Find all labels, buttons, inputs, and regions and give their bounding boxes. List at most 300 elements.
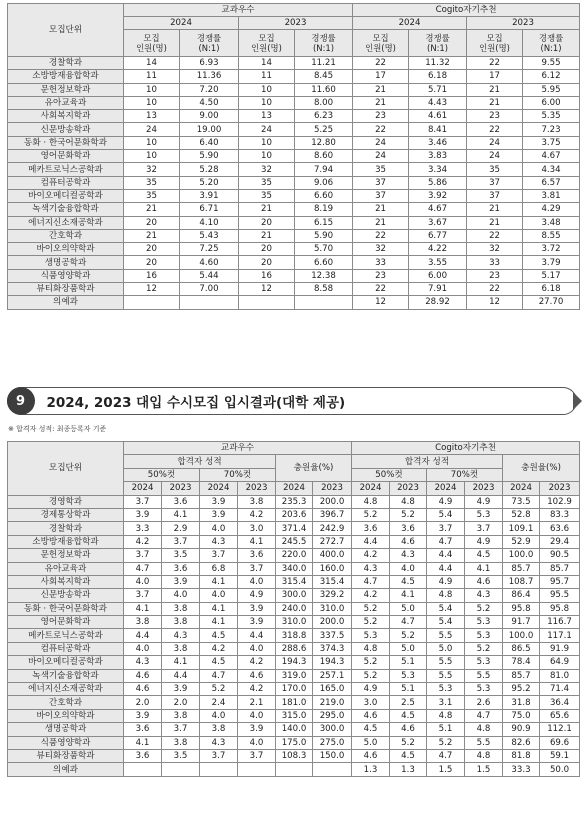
table-cell: 4.6 [124, 683, 162, 696]
table-cell: 4.3 [352, 562, 390, 575]
table-cell: 78.4 [503, 656, 540, 669]
table-cell: 5.0 [427, 642, 465, 655]
table-cell: 21 [124, 203, 180, 216]
table-cell: 4.9 [465, 495, 503, 508]
table-cell: 5.4 [427, 616, 465, 629]
table-cell: 4.5 [200, 656, 238, 669]
table-cell: 11 [124, 70, 180, 83]
table-row [8, 549, 580, 562]
table-cell: 2.9 [162, 522, 200, 535]
header-cut-70: 70%컷 [427, 468, 503, 481]
table-cell: 73.5 [503, 495, 540, 508]
table-cell: 396.7 [313, 508, 352, 521]
table-cell: 3.7 [427, 522, 465, 535]
table-row [8, 216, 580, 229]
row-label: 소방방재융합학과 [8, 535, 124, 548]
header-cut-50: 50%컷 [352, 468, 427, 481]
table-cell: 21 [353, 203, 409, 216]
table-cell: 3.9 [238, 602, 276, 615]
table-cell: 319.0 [276, 669, 313, 682]
table-cell: 3.8 [162, 602, 200, 615]
table-cell: 4.7 [390, 616, 427, 629]
table-cell: 194.3 [276, 656, 313, 669]
table-cell: 3.7 [124, 589, 162, 602]
row-label: 사회복지학과 [8, 110, 124, 123]
table-cell: 8.55 [523, 229, 580, 242]
table-cell: 2.0 [162, 696, 200, 709]
header-group-gyogwa: 교과우수 [124, 4, 353, 17]
competition-ratio-table [7, 3, 580, 310]
table-cell: 194.3 [313, 656, 352, 669]
table-cell: 22 [353, 57, 409, 70]
header-fill-rate: 충원율(%) [276, 455, 352, 482]
table-cell: 3.9 [162, 683, 200, 696]
header-year-2024: 2024 [353, 17, 467, 30]
row-label: 녹색기술융합학과 [8, 669, 124, 682]
table-cell: 4.3 [200, 535, 238, 548]
table-cell: 3.5 [162, 549, 200, 562]
table-cell: 4.3 [162, 629, 200, 642]
table-cell: 22 [353, 123, 409, 136]
table-row [8, 723, 580, 736]
table-cell: 24 [124, 123, 180, 136]
table-cell: 5.5 [427, 629, 465, 642]
table-row [8, 243, 580, 256]
table-cell: 4.5 [200, 629, 238, 642]
table-cell: 3.92 [409, 189, 467, 202]
table-cell: 337.5 [313, 629, 352, 642]
row-label: 신문방송학과 [8, 123, 124, 136]
table-cell: 5.4 [427, 602, 465, 615]
table-cell: 4.5 [390, 709, 427, 722]
table-cell [239, 296, 295, 309]
table-cell: 22 [353, 229, 409, 242]
row-label: 바이오메디컬공학과 [8, 656, 124, 669]
table-row [8, 763, 580, 776]
table-cell: 3.9 [238, 723, 276, 736]
table-cell: 35 [239, 176, 295, 189]
table-cell: 2.6 [465, 696, 503, 709]
table-cell: 4.4 [162, 669, 200, 682]
table-cell: 5.2 [390, 736, 427, 749]
table-cell: 5.3 [352, 629, 390, 642]
row-label: 동화 · 한국어문화학과 [8, 602, 124, 615]
table-cell: 4.8 [352, 642, 390, 655]
table-cell: 35 [239, 189, 295, 202]
table-cell: 4.43 [409, 96, 467, 109]
table-cell: 21 [353, 96, 409, 109]
table-cell: 21 [239, 203, 295, 216]
table-cell: 33.3 [503, 763, 540, 776]
table-cell: 24 [239, 123, 295, 136]
table-cell: 21 [467, 96, 523, 109]
table-cell: 7.20 [180, 83, 239, 96]
table-cell: 35 [353, 163, 409, 176]
table-cell: 3.7 [238, 749, 276, 762]
table-cell: 3.6 [162, 562, 200, 575]
table-cell: 85.7 [503, 669, 540, 682]
table-row [8, 176, 580, 189]
table-cell: 22 [467, 283, 523, 296]
table-cell: 4.0 [200, 522, 238, 535]
table-cell: 3.83 [409, 150, 467, 163]
table-cell: 22 [353, 283, 409, 296]
table-cell: 12 [353, 296, 409, 309]
table-row [8, 96, 580, 109]
table-cell: 3.55 [409, 256, 467, 269]
table-cell: 11 [239, 70, 295, 83]
table-row [8, 589, 580, 602]
row-label: 신문방송학과 [8, 589, 124, 602]
table-cell: 3.6 [238, 549, 276, 562]
table-cell: 109.1 [503, 522, 540, 535]
table-cell: 4.2 [352, 589, 390, 602]
table-cell: 86.4 [503, 589, 540, 602]
table-cell: 3.48 [523, 216, 580, 229]
table-cell: 3.72 [523, 243, 580, 256]
row-label: 경찰학과 [8, 522, 124, 535]
table-row [8, 123, 580, 136]
table-cell: 8.60 [295, 150, 353, 163]
table-cell: 4.1 [465, 562, 503, 575]
header-ratio: 경쟁률 (N:1) [180, 30, 239, 57]
row-label: 뷰티화장품학과 [8, 283, 124, 296]
table-cell: 4.8 [465, 749, 503, 762]
table-cell: 5.2 [352, 669, 390, 682]
table-cell: 12.38 [295, 269, 353, 282]
table-cell: 272.7 [313, 535, 352, 548]
table-cell: 6.57 [523, 176, 580, 189]
table-cell: 75.0 [503, 709, 540, 722]
table-cell: 4.2 [238, 683, 276, 696]
table-cell: 5.0 [390, 642, 427, 655]
table-cell: 95.8 [503, 602, 540, 615]
table-cell: 4.1 [238, 535, 276, 548]
table-cell: 3.6 [124, 749, 162, 762]
table-cell: 5.0 [352, 736, 390, 749]
header-year-2023: 2023 [467, 17, 580, 30]
table-cell: 170.0 [276, 683, 313, 696]
header-year-2024: 2024 [200, 482, 238, 495]
header-unit: 모집단위 [8, 4, 124, 57]
table-cell: 14 [124, 57, 180, 70]
admission-results-table [7, 441, 580, 777]
header-group-cogito: Cogito자기추천 [352, 442, 580, 455]
header-quota: 모집 인원(명) [239, 30, 295, 57]
table-cell: 32 [124, 163, 180, 176]
table-cell: 288.6 [276, 642, 313, 655]
table-cell: 82.6 [503, 736, 540, 749]
table-cell: 95.2 [503, 683, 540, 696]
table-cell: 200.0 [313, 495, 352, 508]
table-cell: 13 [239, 110, 295, 123]
table-cell: 10 [239, 150, 295, 163]
table-row [8, 296, 580, 309]
table-cell: 10 [239, 136, 295, 149]
table-row [8, 83, 580, 96]
table-cell: 6.40 [180, 136, 239, 149]
table-cell: 4.2 [124, 535, 162, 548]
table-cell: 37 [467, 176, 523, 189]
table-cell: 5.1 [427, 723, 465, 736]
table-cell: 175.0 [276, 736, 313, 749]
table-cell: 4.1 [200, 575, 238, 588]
table-cell: 8.58 [295, 283, 353, 296]
table-cell: 16 [239, 269, 295, 282]
header-year-2023: 2023 [540, 482, 580, 495]
table-cell: 8.19 [295, 203, 353, 216]
table-cell: 6.18 [523, 283, 580, 296]
table-cell: 13 [124, 110, 180, 123]
table-cell: 3.75 [523, 136, 580, 149]
header-year-2023: 2023 [465, 482, 503, 495]
table-cell [124, 763, 162, 776]
table-cell: 4.6 [390, 535, 427, 548]
table-cell: 371.4 [276, 522, 313, 535]
row-label: 컴퓨터공학과 [8, 642, 124, 655]
table-cell: 5.3 [390, 669, 427, 682]
table-cell: 374.3 [313, 642, 352, 655]
header-quota: 모집 인원(명) [353, 30, 409, 57]
row-label: 유아교육과 [8, 562, 124, 575]
table-cell: 12 [239, 283, 295, 296]
table-cell: 4.6 [390, 723, 427, 736]
table-row [8, 150, 580, 163]
header-year-2023: 2023 [313, 482, 352, 495]
table-cell: 4.2 [200, 642, 238, 655]
table-cell: 5.71 [409, 83, 467, 96]
table-cell: 21 [467, 83, 523, 96]
row-label: 생명공학과 [8, 723, 124, 736]
table-cell: 5.1 [390, 683, 427, 696]
table-cell: 4.8 [390, 495, 427, 508]
table-cell: 4.8 [427, 589, 465, 602]
table-row [8, 283, 580, 296]
table-cell: 11.60 [295, 83, 353, 96]
header-unit: 모집단위 [8, 442, 124, 496]
table-cell: 35 [124, 176, 180, 189]
table-cell: 4.34 [523, 163, 580, 176]
table-cell: 6.23 [295, 110, 353, 123]
table-cell: 3.46 [409, 136, 467, 149]
table-cell: 20 [124, 216, 180, 229]
table-cell: 37 [353, 176, 409, 189]
header-score: 합격자 성적 [352, 455, 503, 468]
header-ratio: 경쟁률 (N:1) [295, 30, 353, 57]
table-cell: 6.00 [409, 269, 467, 282]
table-cell: 16 [124, 269, 180, 282]
table-cell: 64.9 [540, 656, 580, 669]
table-cell: 1.5 [465, 763, 503, 776]
table-cell: 340.0 [276, 562, 313, 575]
table-cell: 5.28 [180, 163, 239, 176]
table-cell: 4.5 [390, 749, 427, 762]
table-cell: 3.9 [124, 709, 162, 722]
table-row [8, 522, 580, 535]
table-row [8, 669, 580, 682]
table-cell: 21 [353, 83, 409, 96]
table-cell: 10 [124, 150, 180, 163]
table-row [8, 163, 580, 176]
table-cell: 23 [353, 110, 409, 123]
table-row [8, 709, 580, 722]
table-cell: 6.15 [295, 216, 353, 229]
row-label: 에너지신소재공학과 [8, 216, 124, 229]
table-cell: 140.0 [276, 723, 313, 736]
table-cell: 5.3 [465, 629, 503, 642]
table-cell: 20 [239, 256, 295, 269]
table-cell: 4.5 [390, 575, 427, 588]
table-row [8, 269, 580, 282]
table-cell: 8.45 [295, 70, 353, 83]
table-cell: 4.4 [427, 562, 465, 575]
table-cell: 3.7 [465, 522, 503, 535]
table-cell: 69.6 [540, 736, 580, 749]
header-year-2024: 2024 [503, 482, 540, 495]
table-cell: 5.95 [523, 83, 580, 96]
table-cell: 4.4 [352, 535, 390, 548]
table-cell: 1.3 [390, 763, 427, 776]
table-cell: 6.77 [409, 229, 467, 242]
table-cell: 95.5 [540, 589, 580, 602]
table-cell: 85.7 [540, 562, 580, 575]
table-cell: 3.8 [162, 616, 200, 629]
table-cell: 1.5 [427, 763, 465, 776]
table-cell: 3.5 [162, 749, 200, 762]
table-cell: 4.1 [162, 508, 200, 521]
table-cell: 32 [239, 163, 295, 176]
table-cell: 4.3 [200, 736, 238, 749]
table-cell: 310.0 [313, 602, 352, 615]
row-label: 동화 · 한국어문화학과 [8, 136, 124, 149]
table-cell: 11.32 [409, 57, 467, 70]
table-cell: 32 [353, 243, 409, 256]
table-cell: 36.4 [540, 696, 580, 709]
table-cell [238, 763, 276, 776]
table-cell: 10 [124, 96, 180, 109]
row-label: 간호학과 [8, 696, 124, 709]
table-cell: 242.9 [313, 522, 352, 535]
table-cell: 4.6 [124, 669, 162, 682]
table-cell: 4.3 [124, 656, 162, 669]
table-cell: 21 [124, 229, 180, 242]
table-cell: 52.9 [503, 535, 540, 548]
table-cell: 5.4 [427, 508, 465, 521]
table-cell: 4.60 [180, 256, 239, 269]
row-label: 문헌정보학과 [8, 83, 124, 96]
table-cell: 2.5 [390, 696, 427, 709]
table-row [8, 629, 580, 642]
table-cell: 23 [353, 269, 409, 282]
table-cell: 33 [467, 256, 523, 269]
table-cell: 5.2 [465, 602, 503, 615]
row-label: 식품영양학과 [8, 269, 124, 282]
header-year-2024: 2024 [124, 17, 239, 30]
row-label: 바이오의약학과 [8, 709, 124, 722]
table-row [8, 535, 580, 548]
section-header [7, 387, 577, 415]
table-cell: 5.2 [427, 736, 465, 749]
table-cell: 108.7 [503, 575, 540, 588]
table-cell: 4.0 [238, 709, 276, 722]
table-cell: 4.6 [352, 749, 390, 762]
table-row [8, 256, 580, 269]
table-cell: 3.8 [162, 736, 200, 749]
table-cell: 3.7 [238, 562, 276, 575]
table-cell: 3.91 [180, 189, 239, 202]
table-cell: 24 [467, 150, 523, 163]
table-cell: 3.8 [162, 709, 200, 722]
table-cell: 3.8 [162, 642, 200, 655]
table-row [8, 70, 580, 83]
table-cell: 91.7 [503, 616, 540, 629]
table-cell: 50.0 [540, 763, 580, 776]
table-cell: 20 [239, 243, 295, 256]
table-cell: 300.0 [313, 723, 352, 736]
table-cell: 4.0 [238, 642, 276, 655]
table-cell: 21 [239, 229, 295, 242]
table-cell: 3.3 [124, 522, 162, 535]
table-cell: 235.3 [276, 495, 313, 508]
table-cell: 52.8 [503, 508, 540, 521]
table-cell [162, 763, 200, 776]
table-cell: 21 [467, 203, 523, 216]
table-cell: 3.7 [162, 535, 200, 548]
table-cell: 5.2 [352, 656, 390, 669]
table-cell: 4.9 [352, 683, 390, 696]
table-cell: 24 [353, 136, 409, 149]
table-cell: 23 [467, 269, 523, 282]
table-cell: 22 [467, 229, 523, 242]
table-cell: 5.3 [465, 683, 503, 696]
table-cell: 4.6 [465, 575, 503, 588]
table-cell: 2.4 [200, 696, 238, 709]
row-label: 바이오메디컬공학과 [8, 189, 124, 202]
row-label: 식품영양학과 [8, 736, 124, 749]
table-cell: 5.2 [200, 683, 238, 696]
table-cell: 6.18 [409, 70, 467, 83]
table-cell: 3.0 [352, 696, 390, 709]
table-cell: 12.80 [295, 136, 353, 149]
table-cell: 7.94 [295, 163, 353, 176]
table-cell: 8.00 [295, 96, 353, 109]
row-label: 메카트로닉스공학과 [8, 629, 124, 642]
header-year-2024: 2024 [276, 482, 313, 495]
table-cell: 3.0 [238, 522, 276, 535]
table-cell: 17 [353, 70, 409, 83]
header-cut-70: 70%컷 [200, 468, 276, 481]
header-ratio: 경쟁률 (N:1) [523, 30, 580, 57]
table-cell: 329.2 [313, 589, 352, 602]
header-year-2024: 2024 [352, 482, 390, 495]
table-cell: 14 [239, 57, 295, 70]
table-cell: 5.2 [465, 642, 503, 655]
table-cell: 4.1 [390, 589, 427, 602]
table-cell: 59.1 [540, 749, 580, 762]
table-cell: 7.91 [409, 283, 467, 296]
table-cell: 4.3 [465, 589, 503, 602]
table-cell [313, 763, 352, 776]
table-row [8, 203, 580, 216]
table-cell: 108.3 [276, 749, 313, 762]
table-cell: 3.6 [124, 723, 162, 736]
table-cell: 19.00 [180, 123, 239, 136]
table-cell: 4.1 [200, 616, 238, 629]
table-cell: 83.3 [540, 508, 580, 521]
table-cell: 4.7 [427, 749, 465, 762]
table-row [8, 696, 580, 709]
table-cell: 24 [353, 150, 409, 163]
